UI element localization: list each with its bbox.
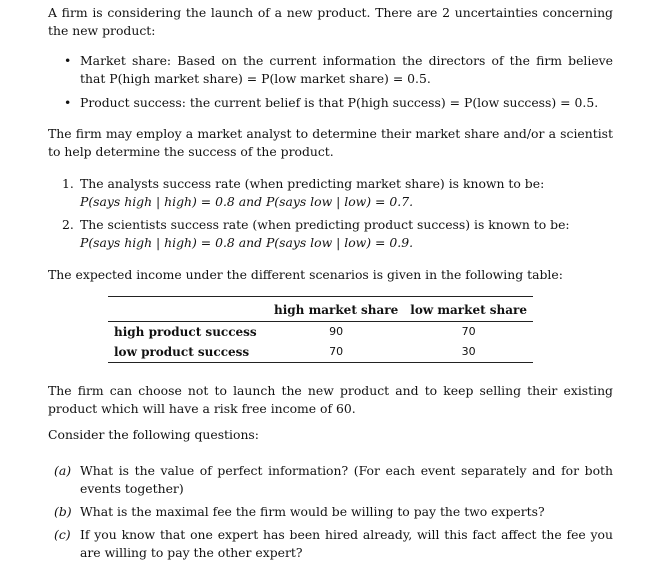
table-cell: 30 xyxy=(461,345,476,358)
table-row xyxy=(108,342,533,363)
existing-product-paragraph: The firm can choose not to launch the new product and to keep selling their existing product which will have a risk free income of 60. xyxy=(48,383,613,416)
item-number: 2. xyxy=(62,217,74,232)
uncertainty-list xyxy=(48,52,613,118)
experts-paragraph: The firm may employ a market analyst to determine their market share and/or a scientist to help determine the success of the product. xyxy=(48,126,613,159)
table-cell: 90 xyxy=(329,325,344,338)
list-item xyxy=(48,503,613,521)
question-label: (c) xyxy=(54,527,71,542)
table-header-row xyxy=(108,297,533,322)
table-cell: 70 xyxy=(329,345,344,358)
question-text: If you know that one expert has been hired already, will this fact affect the fee you are willing to pay the other expert? xyxy=(80,527,613,560)
question-label: (a) xyxy=(54,463,72,478)
item-formula: P(says high | high) = 0.8 and P(says low | low) = 0.7. xyxy=(80,194,414,209)
success-rate-list xyxy=(48,175,613,257)
row-label: high product success xyxy=(114,325,257,339)
table-intro-paragraph: The expected income under the different scenarios is given in the following table: xyxy=(48,267,563,282)
list-item xyxy=(48,52,613,88)
list-item xyxy=(48,175,613,211)
table-header-cell xyxy=(108,297,268,322)
list-item xyxy=(48,94,613,112)
bullet-marker: • xyxy=(64,53,72,68)
table-header-cell: low market share xyxy=(404,297,533,322)
item-line: The scientists success rate (when predicting product success) is known to be: xyxy=(80,217,570,232)
intro-paragraph: A firm is considering the launch of a new product. There are 2 uncertainties concerning the new product: xyxy=(48,5,613,38)
list-item xyxy=(48,526,613,562)
list-item xyxy=(48,216,613,252)
item-line: The analysts success rate (when predicting market share) is known to be: xyxy=(80,176,545,191)
question-text: What is the maximal fee the firm would be willing to pay the two experts? xyxy=(80,504,545,519)
questions-intro: Consider the following questions: xyxy=(48,427,259,442)
income-table xyxy=(108,296,533,363)
item-number: 1. xyxy=(62,176,74,191)
item-formula: P(says high | high) = 0.8 and P(says low | low) = 0.9. xyxy=(80,235,414,250)
table-row xyxy=(108,322,533,343)
question-label: (b) xyxy=(54,504,72,519)
row-label: low product success xyxy=(114,345,250,359)
income-table-wrapper xyxy=(108,296,533,363)
table-header-cell: high market share xyxy=(268,297,404,322)
questions-list xyxy=(48,462,613,567)
question-text: What is the value of perfect information? (For each event separately and for both events together) xyxy=(80,463,613,496)
list-item xyxy=(48,462,613,498)
bullet-text: Market share: Based on the current information the directors of the firm believe that P(high market share) = P(low market share) = 0.5. xyxy=(80,53,613,86)
bullet-text: Product success: the current belief is that P(high success) = P(low success) = 0.5. xyxy=(80,95,599,110)
bullet-marker: • xyxy=(64,95,72,110)
table-cell: 70 xyxy=(461,325,476,338)
